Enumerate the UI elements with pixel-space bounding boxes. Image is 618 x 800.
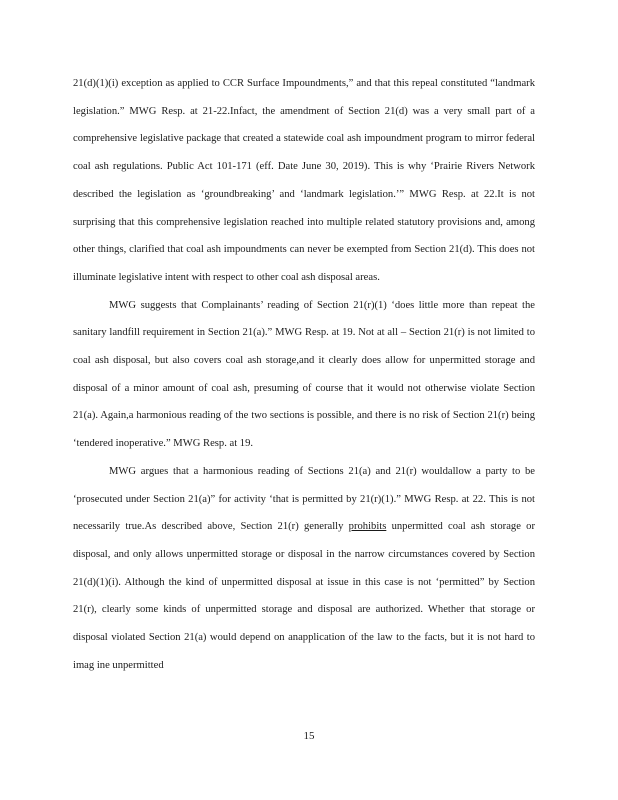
- paragraph-3-text-after: unpermitted coal ash storage or disposal, and only allows unpermitted storage or disposal in the narrow circumstances covered by Section 21(d)(1)(i). Although the kind of unpermitted disposal at issue in this case is not ‘permitted” by Section 21(r), clearly some kinds of unpermitted storage and disposal are authorized. Whether that storage or disposal violated Section 21(a) would depend on anapplication of the law to the facts, but it is not hard to imag ine unpermitted: [73, 521, 535, 671]
- page-number: 15: [303, 730, 315, 742]
- paragraph-3: [73, 458, 535, 680]
- body-text: [73, 70, 535, 679]
- paragraph-3-text-before: MWG argues that a harmonious reading of Sections 21(a) and 21(r) wouldallow a party to be ‘prosecuted under Section 21(a)” for activity ‘that is permitted by 21(r)(1).” MWG Resp. at 22. This is not necessarily true.As described above, Section 21(r) generally: [73, 465, 535, 533]
- underlined-word: prohibits: [348, 521, 387, 533]
- paragraph-2: MWG suggests that Complainants’ reading of Section 21(r)(1) ‘does little more than repeat the sanitary landfill requirement in Section 21(a).” MWG Resp. at 19. Not at all – Section 21(r) is not limited to coal ash disposal, but also covers coal ash storage,and it clearly does allow for unpermitted storage and disposal of a minor amount of coal ash, presuming of course that it would not otherwise violate Section 21(a). Again,a harmonious reading of the two sections is possible, and there is no risk of Section 21(r) being ‘tendered inoperative.” MWG Resp. at 19.: [73, 299, 535, 450]
- paragraph-1: 21(d)(1)(i) exception as applied to CCR Surface Impoundments,” and that this repeal constituted “landmark legislation.” MWG Resp. at 21-22.Infact, the amendment of Section 21(d) was a very small part of a comprehensive legislative package that created a statewide coal ash impoundment program to mirror federal coal ash regulations. Public Act 101-171 (eff. Date June 30, 2019). This is why ‘Prairie Rivers Network described the legislation as ‘groundbreaking’ and ‘landmark legislation.’” MWG Resp. at 22.It is not surprising that this comprehensive legislation reached into multiple related statutory provisions and, among other things, clarified that coal ash impoundments can never be exempted from Section 21(d). This does not illuminate legislative intent with respect to other coal ash disposal areas.: [73, 78, 535, 283]
